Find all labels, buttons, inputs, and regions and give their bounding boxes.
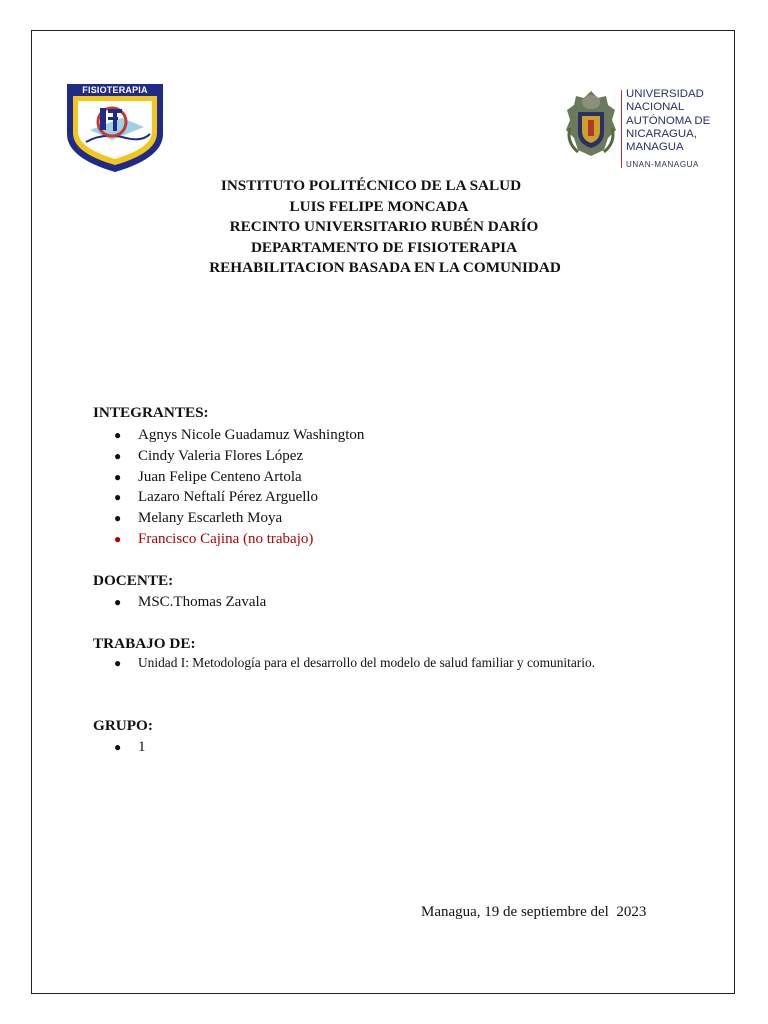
list-item (114, 487, 364, 508)
grupo-title: GRUPO: (93, 717, 153, 734)
list-item (114, 653, 595, 674)
fisioterapia-logo (64, 82, 166, 174)
header-line: REHABILITACION BASADA EN LA COMUNIDAD (209, 259, 561, 276)
teacher-name: MSC.Thomas Zavala (138, 594, 267, 610)
docente-list (114, 592, 266, 613)
list-item-highlighted (114, 529, 364, 550)
header-line: DEPARTAMENTO DE FISIOTERAPIA (250, 238, 518, 256)
list-item (114, 446, 364, 467)
header-line: INSTITUTO POLITÉCNICO DE LA SALUD (220, 177, 522, 194)
header-line: RECINTO UNIVERSITARIO RUBÉN DARÍO (229, 218, 539, 235)
list-item (114, 592, 266, 613)
header-line: LUIS FELIPE MONCADA (289, 197, 469, 215)
unan-divider (621, 90, 622, 168)
fisioterapia-shield-logo (64, 82, 166, 174)
unan-seal-icon (564, 88, 618, 160)
member-name: Lazaro Neftalí Pérez Arguello (138, 489, 319, 506)
bullet-icon: ● (114, 656, 122, 670)
document-date: Managua, 19 de septiembre del 2023 (421, 904, 647, 920)
bullet-icon: ● (114, 511, 122, 526)
unan-name-line: UNIVERSIDAD (626, 88, 704, 100)
unan-logo (564, 88, 714, 172)
member-name: Juan Felipe Centeno Artola (138, 468, 302, 485)
trabajo-title: TRABAJO DE: (93, 635, 196, 652)
list-item (114, 425, 364, 446)
bullet-icon: ● (114, 428, 122, 442)
list-item (114, 508, 364, 529)
unan-subtitle: UNAN-MANAGUA (626, 160, 699, 169)
integrantes-title: INTEGRANTES: (93, 404, 209, 421)
unan-name (626, 88, 710, 154)
bullet-icon: ● (114, 740, 122, 754)
member-name: Melany Escarleth Moya (138, 510, 283, 527)
unan-name-line: NICARAGUA, (626, 127, 697, 140)
unan-name-line: AUTÓNOMA DE (626, 114, 711, 127)
unan-name-line: NACIONAL (626, 101, 685, 114)
bullet-icon: ● (114, 469, 122, 484)
member-name: Cindy Valeria Flores López (138, 447, 304, 464)
unan-name-line: MANAGUA (626, 141, 684, 154)
trabajo-list (114, 653, 595, 674)
bullet-icon: ● (114, 595, 122, 609)
member-name: Francisco Cajina (no trabajo) (138, 530, 314, 547)
bullet-icon: ● (114, 490, 122, 505)
bullet-icon: ● (114, 448, 122, 463)
grupo-list (114, 737, 146, 758)
document-header (0, 176, 768, 279)
list-item (114, 467, 364, 488)
work-title: Unidad I: Metodología para el desarrollo del modelo de salud familiar y comunitario. (138, 655, 596, 670)
group-number: 1 (138, 739, 146, 755)
docente-title: DOCENTE: (93, 572, 174, 589)
bullet-icon: ● (114, 531, 122, 546)
member-name: Agnys Nicole Guadamuz Washington (138, 427, 365, 443)
integrantes-list (114, 425, 364, 550)
fisioterapia-label: FISIOTERAPIA (82, 85, 148, 95)
list-item (114, 737, 146, 758)
